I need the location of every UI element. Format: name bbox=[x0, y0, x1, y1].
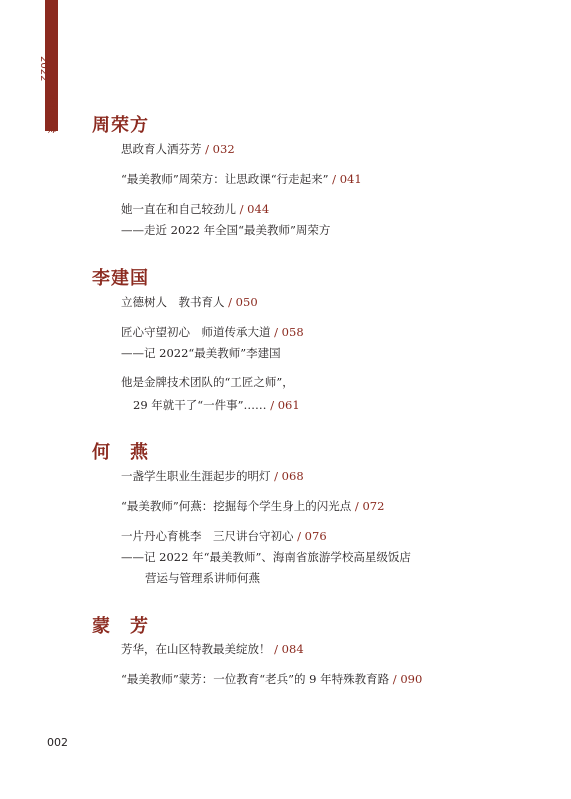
toc-entry[interactable]: 芳华，在山区特教最美绽放！ / 084 bbox=[121, 642, 304, 656]
toc-entry[interactable]: 思政育人洒芬芳 / 032 bbox=[121, 142, 235, 156]
toc-entry[interactable]: 匠心守望初心 师道传承大道 / 058 bbox=[121, 325, 304, 339]
toc-entry-subtitle: ——记 2022 年“最美教师”、海南省旅游学校高星级饭店 bbox=[121, 550, 411, 564]
spine-subtitle: 最美教师 bbox=[47, 95, 57, 135]
section-heading: 蒙 芳 bbox=[92, 616, 149, 637]
toc-entry[interactable]: “最美教师”何燕：挖掘每个学生身上的闪光点 / 072 bbox=[121, 499, 385, 513]
section-heading: 周荣方 bbox=[92, 115, 149, 136]
toc-entry[interactable]: 一盏学生职业生涯起步的明灯 / 068 bbox=[121, 469, 304, 483]
toc-entry-subtitle: ——走近 2022 年全国“最美教师”周荣方 bbox=[121, 223, 331, 237]
toc-entry[interactable]: 她一直在和自己较劲儿 / 044 bbox=[121, 202, 270, 216]
toc-entry[interactable]: 立德树人 教书育人 / 050 bbox=[121, 295, 258, 309]
toc-entry-continuation[interactable]: 29 年就干了“一件事”…… / 061 bbox=[133, 398, 300, 412]
toc-entry[interactable]: 他是金牌技术团队的“工匠之师”， bbox=[121, 375, 294, 389]
toc-entry-subtitle-cont: 营运与管理系讲师何燕 bbox=[145, 571, 260, 585]
section-heading: 李建国 bbox=[92, 268, 149, 289]
page-number: 002 bbox=[47, 736, 68, 749]
toc-entry[interactable]: “最美教师”周荣方：让思政课“行走起来” / 041 bbox=[121, 172, 362, 186]
section-heading: 何 燕 bbox=[92, 442, 149, 463]
toc-entry[interactable]: “最美教师”蒙芳：一位教育“老兵”的 9 年特殊教育路 / 090 bbox=[121, 672, 423, 686]
toc-entry-subtitle: ——记 2022“最美教师”李建国 bbox=[121, 346, 281, 360]
toc-entry[interactable]: 一片丹心育桃李 三尺讲台守初心 / 076 bbox=[121, 529, 327, 543]
